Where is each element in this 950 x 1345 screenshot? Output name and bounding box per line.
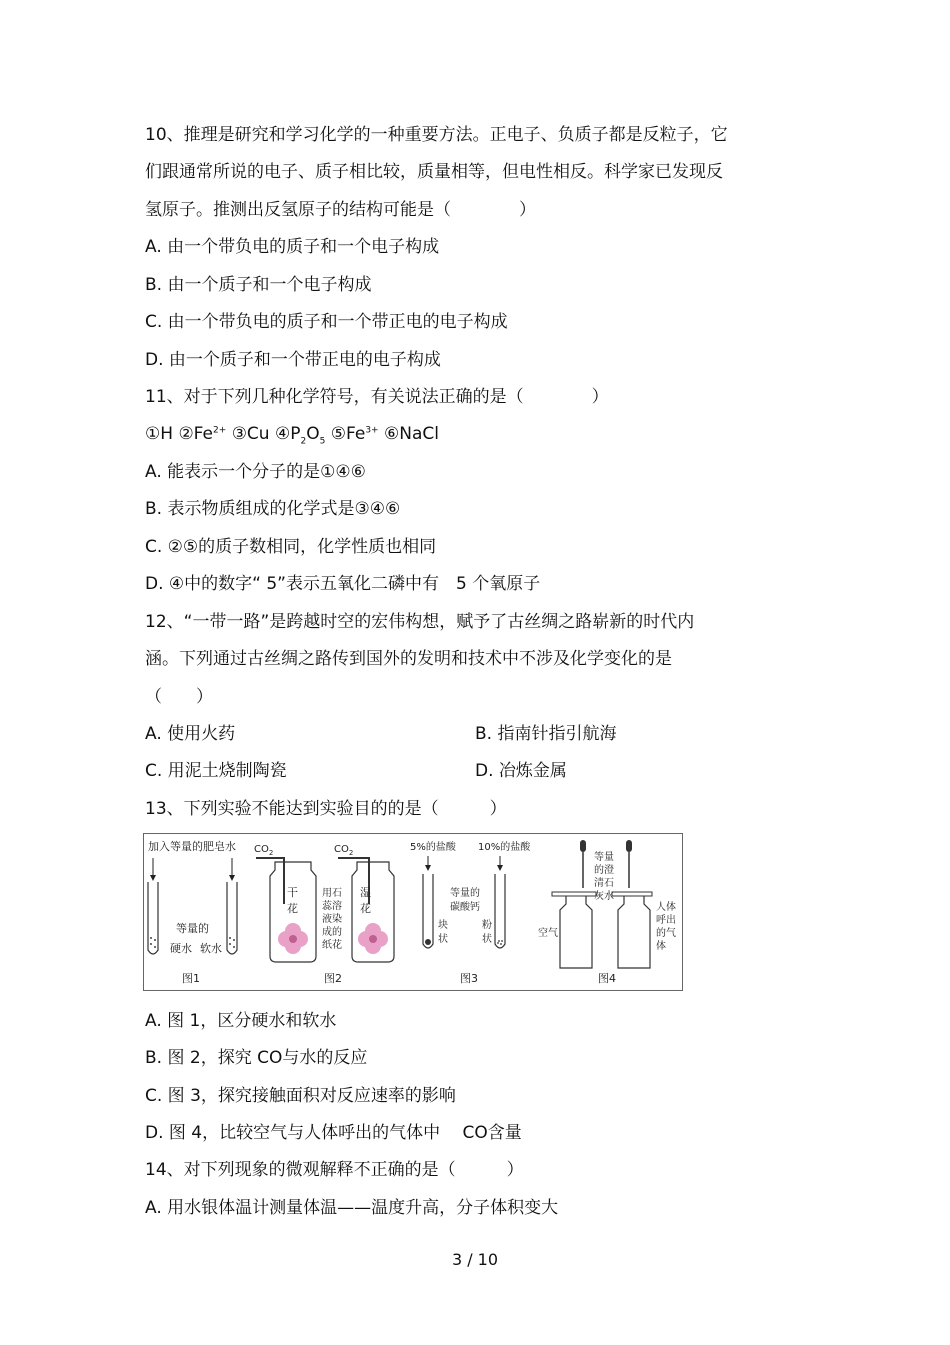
q14-stem: 14、对下列现象的微观解释不正确的是（ ） <box>145 1160 524 1180</box>
symbol-cu: ③Cu <box>231 424 270 444</box>
page-number: 3 / 10 <box>451 1250 499 1269</box>
paper-flower-dry <box>278 923 308 954</box>
fig4-top-1: 等量 <box>594 852 614 863</box>
fig4-breath-1: 人体 <box>656 902 676 913</box>
symbol-fe3: $⑤Fe^{3+}$ <box>330 424 379 444</box>
symbol-fe2: $②Fe^{2+}$ <box>178 424 227 444</box>
fig4-top-3: 清石 <box>594 878 614 889</box>
q12-option-d: D. 冶炼金属 <box>475 761 567 781</box>
symbol-h: ①H <box>145 424 174 444</box>
q13-option-c: C. 图 3，探究接触面积对反应速率的影响 <box>145 1086 456 1106</box>
caption-fig3: 图3 <box>460 972 478 985</box>
dropper-right <box>626 840 632 888</box>
q11-symbols <box>145 423 439 445</box>
q10-option-d: D. 由一个质子和一个带正电的电子构成 <box>145 350 441 370</box>
test-tube-block <box>423 874 433 948</box>
bottle-air <box>560 896 592 968</box>
q11-option-b: B. 表示物质组成的化学式是③④⑥ <box>145 499 401 519</box>
test-tube-hard <box>148 882 158 954</box>
fig2-dry-1: 干 <box>287 886 298 899</box>
q12-stem-line-1: 12、“一带一路”是跨越时空的宏伟构想，赋予了古丝绸之路崭新的时代内 <box>145 612 695 632</box>
q13-stem: 13、下列实验不能达到实验目的的是（ ） <box>145 799 507 819</box>
fig3-right-acid: 10%的盐酸 <box>478 842 531 853</box>
fig2-label-4: 成的 <box>322 927 342 938</box>
fig3-powder-2: 状 <box>482 934 492 945</box>
bottle-breath <box>618 896 650 968</box>
fig4-air: 空气 <box>538 928 558 939</box>
fig4-breath-2: 呼出 <box>656 915 676 926</box>
fig3-block-1: 块 <box>438 920 448 931</box>
q12-option-b: B. 指南针指引航海 <box>475 724 617 744</box>
fig2-wet-2: 花 <box>360 902 371 915</box>
fig2-label-5: 纸花 <box>322 940 342 951</box>
q10-option-c: C. 由一个带负电的质子和一个带正电的电子构成 <box>145 312 508 332</box>
fig2-co2-left: $CO_2$ <box>254 844 274 857</box>
q10-option-a: A. 由一个带负电的质子和一个电子构成 <box>145 237 440 257</box>
fig1-soft-water: 软水 <box>200 942 222 955</box>
fig4-breath-4: 体 <box>656 941 666 952</box>
fig3-powder-1: 粉 <box>482 920 492 931</box>
fig3-mid-1: 等量的 <box>450 888 480 899</box>
fig1-top-label: 加入等量的肥皂水 <box>148 840 236 853</box>
fig2-co2-right: $CO_2$ <box>334 844 354 857</box>
q14-option-a: A. 用水银体温计测量体温——温度升高，分子体积变大 <box>145 1198 559 1218</box>
q10-option-b: B. 由一个质子和一个电子构成 <box>145 275 372 295</box>
q11-stem: 11、对于下列几种化学符号，有关说法正确的是（ ） <box>145 387 609 407</box>
q12-stem-line-3: （ ） <box>145 687 213 707</box>
figure-4-limewater <box>538 840 676 985</box>
figure-3-acid-carbonate <box>410 840 531 985</box>
q13-option-d: D. 图 4，比较空气与人体呼出的气体中 CO含量 <box>145 1123 522 1143</box>
q12-stem-line-2: 涵。下列通过古丝绸之路传到国外的发明和技术中不涉及化学变化的是 <box>145 649 672 669</box>
symbol-p2o5: $④P_2O_5$ <box>274 424 326 447</box>
experiment-figure <box>143 833 683 991</box>
paper-flower-wet <box>358 923 388 954</box>
q11-option-c: C. ②⑤的质子数相同，化学性质也相同 <box>145 537 437 557</box>
fig1-mid-label: 等量的 <box>176 922 209 935</box>
q13-option-b: B. 图 2，探究 CO与水的反应 <box>145 1048 368 1068</box>
figure-2-co2-flowers <box>254 844 394 985</box>
caption-fig1: 图1 <box>182 972 200 985</box>
fig2-label-3: 液染 <box>322 914 342 925</box>
q13-option-a: A. 图 1，区分硬水和软水 <box>145 1011 337 1031</box>
experiment-diagram <box>144 834 682 990</box>
fig4-breath-3: 的气 <box>656 928 676 939</box>
caption-fig2: 图2 <box>324 972 342 985</box>
q12-option-a: A. 使用火药 <box>145 724 236 744</box>
fig1-hard-water: 硬水 <box>170 942 192 955</box>
symbol-nacl: ⑥NaCl <box>384 424 439 444</box>
q10-stem-line-2: 们跟通常所说的电子、质子相比较，质量相等，但电性相反。科学家已发现反 <box>145 162 723 182</box>
test-tube-powder <box>495 874 505 948</box>
q12-option-c: C. 用泥土烧制陶瓷 <box>145 761 287 781</box>
fig3-mid-2: 碳酸钙 <box>450 902 480 913</box>
caption-fig4: 图4 <box>598 972 616 985</box>
fig3-left-acid: 5%的盐酸 <box>410 842 456 853</box>
fig2-label-2: 蕊溶 <box>322 901 342 912</box>
dropper-left <box>580 840 586 888</box>
fig2-label-1: 用石 <box>322 888 342 899</box>
fig4-top-4: 灰水 <box>594 891 614 902</box>
figure-1-hard-soft-water <box>148 839 237 985</box>
fig2-wet-1: 湿 <box>360 886 371 899</box>
fig3-block-2: 状 <box>438 934 448 945</box>
q10-stem-line-3: 氢原子。推测出反氢原子的结构可能是（ ） <box>145 200 536 220</box>
q11-option-a: A. 能表示一个分子的是①④⑥ <box>145 462 366 482</box>
test-tube-soft <box>227 882 237 954</box>
fig2-dry-2: 花 <box>287 902 298 915</box>
fig4-top-2: 的澄 <box>594 865 614 876</box>
q10-stem-line-1: 10、推理是研究和学习化学的一种重要方法。正电子、负质子都是反粒子，它 <box>145 125 728 145</box>
q11-option-d: D. ④中的数字“ 5”表示五氧化二磷中有 5 个氧原子 <box>145 574 541 594</box>
